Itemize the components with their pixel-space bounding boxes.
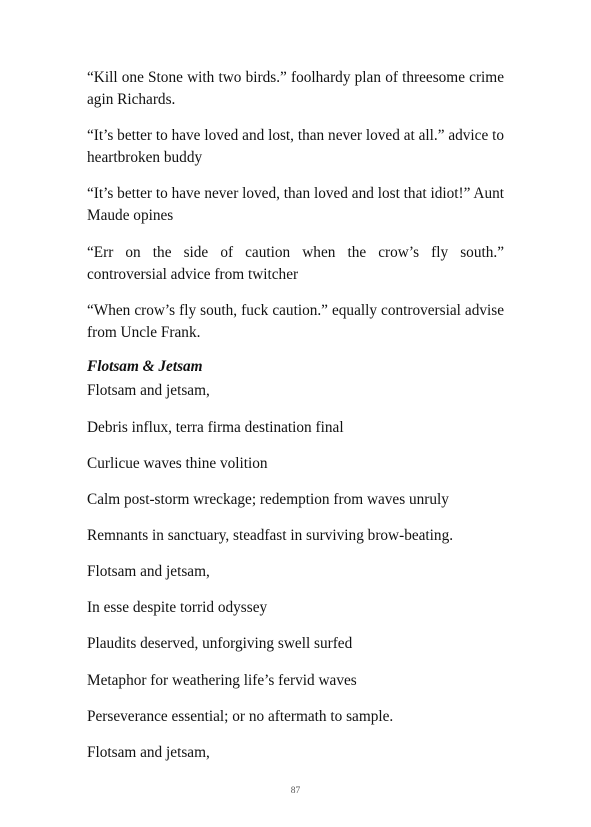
quote-paragraph: “When crow’s fly south, fuck caution.” equally controversial advise from Uncle Frank. <box>87 302 504 341</box>
poem-line: Curlicue waves thine volition <box>87 455 268 472</box>
poem-line: Remnants in sanctuary, steadfast in surviving brow-beating. <box>87 527 454 544</box>
quote-paragraph: “It’s better to have never loved, than loved and lost that idiot!” Aunt Maude opines <box>87 185 504 224</box>
quote-paragraph: “Kill one Stone with two birds.” foolhardy plan of threesome crime agin Richards. <box>87 69 504 108</box>
page-number: 87 <box>290 786 301 796</box>
poem-line: Debris influx, terra firma destination final <box>87 419 344 436</box>
poem-line: Calm post-storm wreckage; redemption from waves unruly <box>87 491 449 508</box>
poem-line: Flotsam and jetsam, <box>87 563 210 580</box>
quote-paragraph: “Err on the side of caution when the crow’s fly south.” controversial advice from twitcher <box>87 244 504 283</box>
poem-line: Perseverance essential; or no aftermath to sample. <box>87 708 394 725</box>
poem-line: Metaphor for weathering life’s fervid waves <box>87 672 357 689</box>
poem-title: Flotsam & Jetsam <box>87 358 203 375</box>
poem-line: Flotsam and jetsam, <box>87 382 210 399</box>
quote-paragraph: “It’s better to have loved and lost, than never loved at all.” advice to heartbroken buddy <box>87 127 504 166</box>
poem-line: Plaudits deserved, unforgiving swell surfed <box>87 635 353 652</box>
poem-line: Flotsam and jetsam, <box>87 744 210 761</box>
poem-line: In esse despite torrid odyssey <box>87 599 268 616</box>
